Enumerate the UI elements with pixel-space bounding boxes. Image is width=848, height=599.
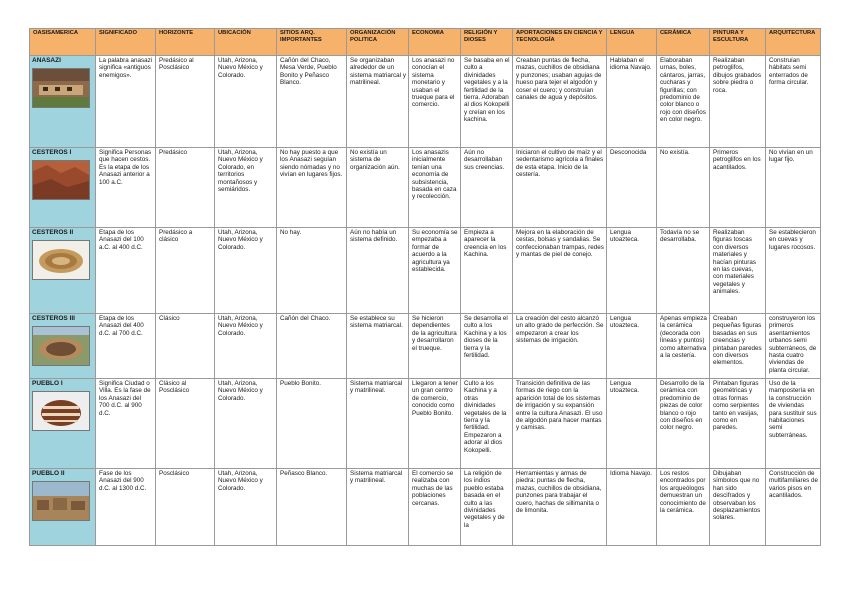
header-religion: RELIGIÓN Y DIOSES [461,29,513,56]
table-row [30,148,821,228]
ceramica-cell: Apenas empieza la cerámica (decorada con líneas y puntos) como alternativa a la cestería. [657,314,710,379]
organizacion-cell: Se establece su sistema matriarcal. [347,314,409,379]
ceramica-cell: Los restos encontrados por los arqueólogos demuestran un conocimiento de la cerámica. [657,469,710,546]
horizonte-cell: Predásico al Posclásico [156,56,215,148]
cliff-dwelling-photo [32,68,90,108]
header-horizonte: HORIZONTE [156,29,215,56]
header-sitios: SITIOS ARQ. IMPORTANTES [277,29,347,56]
significado-cell: La palabra anasazi significa «antiguos enemigos». [96,56,156,148]
stage-name: CESTEROS III [32,315,75,322]
lengua-cell: Hablaban el idioma Navajo. [607,56,657,148]
economia-cell: El comercio se realizaba con muchas de las poblaciones cercanas. [409,469,461,546]
pintura-cell: Realizaban petroglifos, dibujos grabados sobre piedra o roca. [710,56,766,148]
ubicacion-cell: Utah, Arizona, Nuevo México y Colorado. [215,56,277,148]
header-row [30,29,821,56]
organizacion-cell: Aún no había un sistema definido. [347,228,409,314]
ubicacion-cell: Utah, Arizona, Nuevo México y Colorado, en territorios montañosos y semiáridos. [215,148,277,228]
pintura-cell: Primeros petroglifos en los acantilados. [710,148,766,228]
economia-cell: Llegaron a tener un gran centro de comercio, conocido como Pueblo Bonito. [409,379,461,469]
table-row [30,228,821,314]
pintura-cell: Creaban pequeñas figuras basadas en sus creencias y pintaban paredes con diversos elementos. [710,314,766,379]
economia-cell: Su economía se empezaba a formar de acuerdo a la agricultura ya establecida. [409,228,461,314]
religion-cell: Se desarrolla el culto a los Kachina y a los dioses de la tierra y la fertilidad. [461,314,513,379]
header-organizacion: ORGANIZACIÓN POLITICA [347,29,409,56]
economia-cell: Los anasazi no conocían el sistema monetario y usaban el trueque para el comercio. [409,56,461,148]
economia-cell: Se hicieron dependientes de la agricultura y desarrollaron el trueque. [409,314,461,379]
lengua-cell: Desconocida [607,148,657,228]
economia-cell: Los anasazis inicialmente tenían una economía de subsistencia, basada en caza y recolección. [409,148,461,228]
sitios-cell: Pueblo Bonito. [277,379,347,469]
organizacion-cell: No existía un sistema de organización aún. [347,148,409,228]
aportaciones-cell: Mejora en la elaboración de cestas, bolsas y sandalias. Se confeccionaban trampas, redes y mantas de piel de conejo. [513,228,607,314]
stage-cell [30,469,96,546]
canyon-rock-photo [32,160,90,200]
ceramica-cell: Todavía no se desarrollaba. [657,228,710,314]
arquitectura-cell: construyeron los primeros asentamientos urbanos semi subterráneos, de hasta cuatro viviendas de planta circular. [766,314,821,379]
significado-cell: Etapa de los Anasazi del 100 a.C. al 400 d.C. [96,228,156,314]
ceramica-cell: Desarrollo de la cerámica con predominio de piezas de color blanco o rojo con diseños en color negro. [657,379,710,469]
kiva-ruins-photo [32,326,90,366]
stage-cell [30,314,96,379]
ubicacion-cell: Utah, Arizona, Nuevo México y Colorado. [215,228,277,314]
stage-cell [30,148,96,228]
stage-name: PUEBLO I [32,380,63,387]
arquitectura-cell: Construían hábitats semi enterrados de forma circular. [766,56,821,148]
header-ceramica: CERÁMICA [657,29,710,56]
arquitectura-cell: No vivían en un lugar fijo. [766,148,821,228]
table-row [30,379,821,469]
religion-cell: La religión de los indios pueblo estaba basada en el culto a las divinidades vegetales y de la [461,469,513,546]
pintura-cell: Realizaban figuras toscas con diversos materiales y hacían pinturas en las cuevas, con materiales vegetales y animales. [710,228,766,314]
stage-name: CESTEROS I [32,149,72,156]
stage-name: CESTEROS II [32,229,74,236]
religion-cell: Culto a los Kachina y a otras divinidades vegetales de la tierra y la fertilidad. Empezaron a adorar al dios Kokopelli. [461,379,513,469]
significado-cell: Significa Personas que hacen cestos. Es la etapa de los Anasazi anterior a 100 a.C. [96,148,156,228]
stage-cell [30,379,96,469]
header-ubicacion: UBICACIÓN [215,29,277,56]
significado-cell: Etapa de los Anasazi del 400 d.C. al 700 d.C. [96,314,156,379]
sitios-cell: No hay puesto a que los Anasazi seguían siendo nómadas y no vivían en lugares fijos. [277,148,347,228]
lengua-cell: Lengua utoazteca. [607,228,657,314]
horizonte-cell: Clásico [156,314,215,379]
sitios-cell: No hay. [277,228,347,314]
ubicacion-cell: Utah, Arizona, Nuevo México y Colorado. [215,379,277,469]
pueblo-ruins-photo [32,481,90,521]
woven-basket-photo [32,240,90,280]
horizonte-cell: Posclásico [156,469,215,546]
aportaciones-cell: Herramientas y armas de piedra: puntas de flecha, mazas, cuchillos de obsidiana, punzones para trabajar el cuero, hachas de sillimanita o de limonita. [513,469,607,546]
ceramica-cell: Elaboraban urnas, boles, cántaros, jarras, cucharas y figurillas; con predominio de color blanco o rojo con diseños en color negro. [657,56,710,148]
arquitectura-cell: Se establecieron en cuevas y lugares rocosos. [766,228,821,314]
pottery-vessel-photo [32,391,90,431]
organizacion-cell: Sistema matriarcal y matrilineal. [347,379,409,469]
header-oasisamerica: OASISAMERICA [30,29,96,56]
sitios-cell: Cañón del Chaco. [277,314,347,379]
header-lengua: LENGUA [607,29,657,56]
document-page [29,28,820,546]
stage-cell [30,228,96,314]
stage-name: ANASAZI [32,57,61,64]
horizonte-cell: Predásico [156,148,215,228]
header-economia: ECONOMIA [409,29,461,56]
sitios-cell: Cañón del Chaco, Mesa Verde, Pueblo Bonito y Peñasco Blanco. [277,56,347,148]
header-arquitectura: ARQUITECTURA [766,29,821,56]
religion-cell: Empieza a aparecer la creencia en los Kachina. [461,228,513,314]
table-row [30,314,821,379]
table-row [30,469,821,546]
stage-name: PUEBLO II [32,470,65,477]
oasisamerica-table [29,28,821,546]
organizacion-cell: Se organizaban alrededor de un sistema matriarcal y matrilineal. [347,56,409,148]
stage-cell [30,56,96,148]
horizonte-cell: Predásico a clásico [156,228,215,314]
aportaciones-cell: La creación del cesto alcanzó un alto grado de perfección. Se empezaron a crear los sistemas de irrigación. [513,314,607,379]
aportaciones-cell: Transición definitiva de las formas de riego con la aparición total de los sistemas de irrigación y su expansión entre la cultura Anasazi. El uso de algodón para hacer mantas y camisas. [513,379,607,469]
lengua-cell: Lengua utoazteca. [607,314,657,379]
religion-cell: Aún no desarrollaban sus creencias. [461,148,513,228]
pintura-cell: Dibujaban símbolos que no han sido descifrados y observaban los desplazamientos solares. [710,469,766,546]
arquitectura-cell: Uso de la mampostería en la construcción de viviendas para sustituir sus habitaciones semi subterráneas. [766,379,821,469]
ceramica-cell: No existía. [657,148,710,228]
aportaciones-cell: Iniciaron el cultivo de maíz y el sedentarismo agrícola a finales de esta etapa. Inicio de la cestería. [513,148,607,228]
lengua-cell: Lengua utoazteca. [607,379,657,469]
sitios-cell: Peñasco Blanco. [277,469,347,546]
pintura-cell: Pintaban figuras geométricas y otras formas como serpientes tanto en vasijas, como en paredes. [710,379,766,469]
arquitectura-cell: Construcción de multifamiliares de varios pisos en acantilados. [766,469,821,546]
table-row [30,56,821,148]
religion-cell: Se basaba en el culto a divinidades vegetales y a la fertilidad de la tierra. Adoraban al dios Kokopelli y creían en los kachina. [461,56,513,148]
header-aportaciones: APORTACIONES EN CIENCIA Y TECNOLOGÍA [513,29,607,56]
horizonte-cell: Clásico al Posclásico [156,379,215,469]
ubicacion-cell: Utah, Arizona, Nuevo México y Colorado. [215,469,277,546]
lengua-cell: Idioma Navajo. [607,469,657,546]
header-significado: SIGNIFICADO [96,29,156,56]
ubicacion-cell: Utah, Arizona, Nuevo México y Colorado. [215,314,277,379]
significado-cell: Significa Ciudad o Villa. Es la fase de los Anasazi del 700 d.C. al 900 d.C. [96,379,156,469]
significado-cell: Fase de los Anasazi del 900 d.C. al 1300 d.C. [96,469,156,546]
aportaciones-cell: Creaban puntas de flecha, mazas, cuchillos de obsidiana y punzones; usaban agujas de hueso para tejer el algodón y coser el cuero; y construían canales de agua y depósitos. [513,56,607,148]
organizacion-cell: Sistema matriarcal y matrilineal. [347,469,409,546]
header-pintura: PINTURA Y ESCULTURA [710,29,766,56]
